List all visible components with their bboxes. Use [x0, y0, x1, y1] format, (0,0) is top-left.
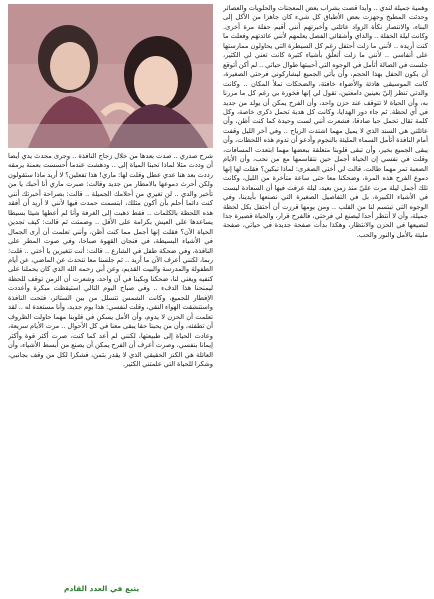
magazine-page [4, 4, 430, 595]
article-text-right: وهمية جميلة لندي .. وأبدا قصت بشراب بعض المعجنات والحلويات والعصائر وحدثت المطبخ وجهزت بعض الأطباق كل شيء كان جاهزا من الأكل إلى البناء، والانتصار نكأة الزواد عائلتي وأخبرتهم أنني أقيم حفلة مرة أخرى. وكانت ليلة الحفلة .. والداي وأشقائي الفصل يعلمهم لأنني عائدتهم وفعلت ما كنت أريده .. لأنني ما زلت أحتفل رغم كل السيطرة التي يحاولون ممارستها على أنفاسي .. لأنني ما زلت أتعلّق بأشياء كثيرة كانت تعني لي الكثير، جلست في الصالة أتأمل في الوجوه التي أحببتها طوال حياتي .. لم أكن أتوقع أن يكون الحفل بهذا الحجم، وأن يأتي الجميع ليشاركوني فرحتي الصغيرة، كانت الموسيقى هادئة والأضواء خافتة، والضحكات تملأ المكان .. وكانت والدتي تنظر إليّ بعينين دامعتين، تقول لي إنها فخورة بي رغم كل ما مررنا به، وأن الحياة لا تتوقف عند حزن واحد، وأن الفرح يمكن أن يولد من جديد في أي لحظة. ثم جاء دور الهدايا، وكانت كل هدية تحمل ذكرى خاصة، وكل كلمة تقال تحمل حبا صادقا، فشعرت أنني لست وحيدة كما كنت أظن، وأن عائلتي هي السند الذي لا يميل مهما اشتدت الرياح .. وفي آخر الليل وقفت أمام النافذة أتأمل السماء المليئة بالنجوم وأدعو أن تدوم هذه اللحظات، وأن يبقى الجميع بخير، وأن تبقى قلوبنا متعلقة ببعضها مهما ابتعدت المسافات، وقلت في نفسي إن الحياة أجمل حين نتقاسمها مع من نحب، وأن الأيام الصعبة تمر مهما طالت. قالت لي أختي الصغرى: لماذا تبكين؟ فقلت لها إنها دموع الفرح هذه المرة، وضحكنا معا حتى ساعة متأخرة من الليل، وكانت تلك أجمل ليلة مرت عليّ منذ زمن بعيد، ليلة عرفت فيها أن السعادة ليست في الأشياء الكبيرة، بل في التفاصيل الصغيرة التي نصنعها بأيدينا، وفي الوجوه التي تبتسم لنا من القلب .. ومن يومها قررت أن أحتفل بكل لحظة جميلة، وأن لا أنتظر أحدا ليصنع لي فرحتي، فالفرح قرار، والحياة قصيرة جدا لنضيعها في الحزن والانتظار، وهكذا بدأت صفحة جديدة في حياتي، صفحة مليئة بالأمل والنور والحب. [223, 4, 428, 239]
continued-note: يتبع في العدد القادم [64, 584, 140, 593]
article-text-left: شرح صدري .. صدت بعدها من خلال زجاج النافذة .. وجرى محدث يدي أيضا أن وددت مثلا لماذا تحبنا المياة إلى .. ودهشت عندما أحسست بعمنة يرمقه رددت بعد هنا عدي عطل وقلت لها: ماري! هذا تفعلين؟ لا أريد ماذا ستقولون ولكن أحرث دموعها بالامطار من جديد وقالت: صبرت ماري أنا أحبك يا من تأخير والدي .. لن تغيري من أحلامك الجميلة .. قالت: بصراحة أخبرتك أنني كنت دائما أحلم بأن أكون مثلك، ابتسمت حمدت فيها لأنني لا أريد أن أفقد هذه اللحظة بالكلمات .. فقط ذهبت إلى الغرفة وأنا لم أعطها شيئا بسيطا يساعدها على العيش بكرامة على الأقل .. وصمتت ثم قالت: كيف تجدين الحياة الآن؟ فقلت إنها أجمل مما كنت أظن، وأنني تعلمت أن أرى الجمال في الأشياء البسيطة، في فنجان القهوة صباحا، وفي صوت المطر على النافذة، وفي ضحكة طفل في الشارع .. قالت: أنت تتغيرين يا أختي .. قلت: ربما، لكنني أعرف الآن ما أريد .. ثم جلسنا معا نتحدث عن الماضي، عن أيام الطفولة والمدرسة والبيت القديم، وعن أبي رحمه الله الذي كان يحملنا على كتفيه ويغني لنا، ضحكنا وبكينا في آن واحد، وشعرت أن الزمن توقف للحظة ليمنحنا هذا الدفء .. وفي صباح اليوم التالي استيقظت مبكرة وأعددت الإفطار للجميع، وكانت الشمس تتسلل من بين الستائر، فتحت النافذة واستنشقت الهواء النقي، وقلت لنفسي: هذا يوم جديد، وأنا مستعدة له .. لقد تعلمت أن الحزن لا يدوم، وأن الأمل يسكن في قلوبنا مهما حاولت الظروف أن تطفئه، وأن من يحبنا حقا يبقى معنا في كل الأحوال .. مرت الأيام سريعة، وعادت الحياة إلى طبيعتها، لكنني لم أعد كما كنت، صرت أكثر قوة وأكثر إيمانا بنفسي، وصرت أعرف أن الفرح يمكن أن يصنع من أبسط الأشياء، وأن العائلة هي الكنز الحقيقي الذي لا يقدر بثمن، فشكرا لكل من وقف بجانبي، وشكرا للحياة التي علمتني الكثير. [8, 152, 213, 368]
article-column-left [8, 152, 213, 577]
article-column-right [223, 4, 428, 595]
photo-illustration [8, 4, 213, 148]
article-photo [8, 4, 213, 148]
